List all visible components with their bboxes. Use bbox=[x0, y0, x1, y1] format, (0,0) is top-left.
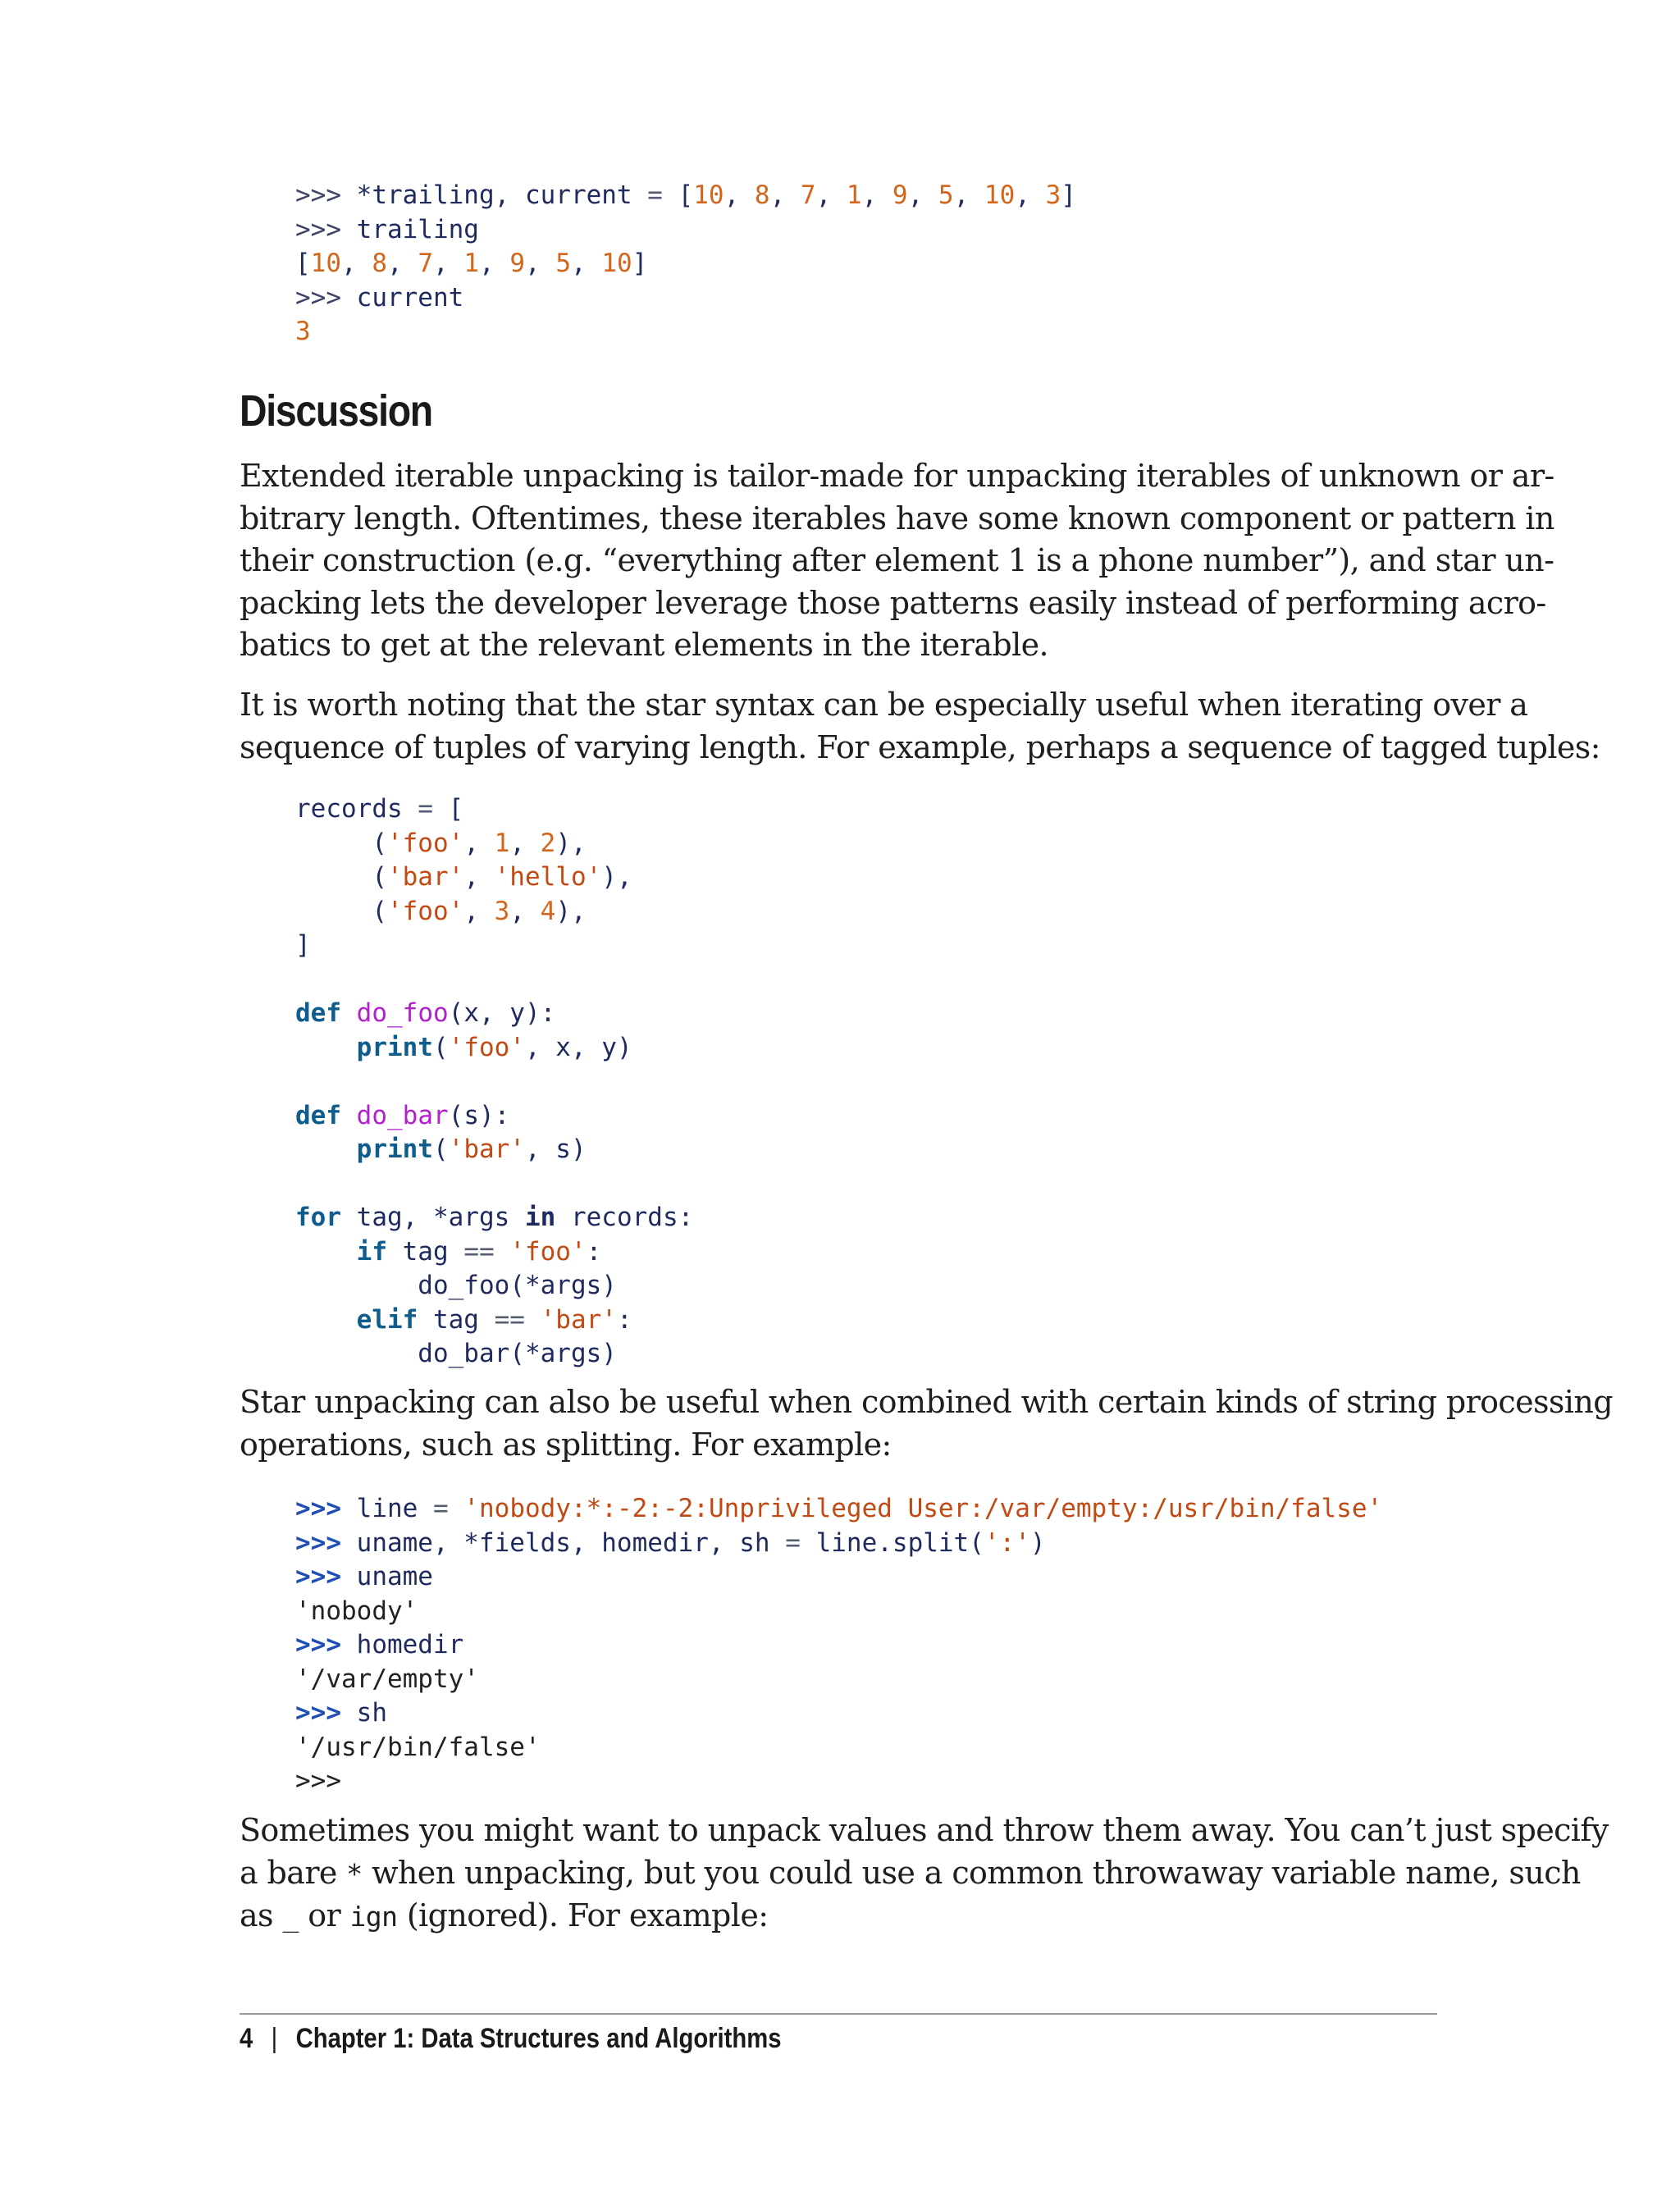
code-token: , bbox=[479, 249, 510, 278]
code-token: , bbox=[463, 896, 495, 926]
code-token bbox=[295, 1305, 357, 1335]
code-line bbox=[295, 1235, 693, 1270]
page-footer bbox=[240, 2023, 782, 2055]
code-token: current bbox=[356, 282, 464, 313]
code-token: >>> bbox=[295, 1630, 357, 1659]
code-token: 3 bbox=[494, 896, 510, 926]
code-token: 'bar' bbox=[448, 1134, 525, 1164]
code-token: 1 bbox=[846, 180, 862, 210]
code-token: ) bbox=[1029, 1527, 1046, 1558]
inline-code-ign: ign bbox=[349, 1901, 398, 1933]
code-token: 7 bbox=[800, 180, 816, 210]
code-token bbox=[295, 1134, 357, 1164]
text-line: bitrary length. Oftentimes, these iterables have some known component or pattern in bbox=[240, 500, 1554, 536]
code-line bbox=[295, 1099, 693, 1134]
footer-separator: | bbox=[271, 2023, 278, 2054]
text-line: It is worth noting that the star syntax can be especially useful when iterating over a bbox=[240, 687, 1528, 723]
code-token: sh bbox=[356, 1698, 387, 1728]
code-token: 1 bbox=[463, 249, 479, 278]
code-token: uname bbox=[356, 1562, 433, 1591]
code-token: ( bbox=[432, 1134, 449, 1164]
code-token: , s) bbox=[524, 1134, 587, 1164]
code-token: , bbox=[341, 249, 372, 278]
code-token: *trailing, current bbox=[356, 180, 648, 210]
code-token: = bbox=[785, 1527, 801, 1558]
code-token: , bbox=[907, 180, 938, 210]
code-token: uname, *fields, homedir, sh bbox=[356, 1527, 786, 1558]
code-token: >>> bbox=[295, 282, 357, 313]
paragraph-extended-unpacking bbox=[240, 455, 1554, 667]
code-token: 2 bbox=[540, 828, 556, 858]
code-token: , bbox=[815, 180, 847, 210]
code-token: 7 bbox=[418, 249, 433, 278]
code-token: if bbox=[356, 1236, 387, 1267]
code-token: [ bbox=[662, 180, 694, 210]
text-line: Star unpacking can also be useful when combined with certain kinds of string processing bbox=[240, 1384, 1613, 1420]
code-token: 10 bbox=[310, 249, 341, 278]
text-line: as _ or ign (ignored). For example: bbox=[240, 1897, 769, 1933]
code-token: , bbox=[571, 249, 602, 278]
code-line bbox=[295, 861, 693, 895]
code-token: 5 bbox=[555, 249, 571, 278]
code-token: , x, y) bbox=[524, 1032, 632, 1062]
code-token: [ bbox=[295, 249, 311, 278]
code-line bbox=[295, 315, 1076, 349]
code-line bbox=[295, 247, 1076, 281]
code-token: do_bar bbox=[356, 1100, 449, 1130]
code-token bbox=[495, 1237, 510, 1267]
code-token: do_bar(*args) bbox=[295, 1339, 617, 1368]
code-token: >>> bbox=[295, 214, 357, 244]
code-token: 'bar' bbox=[540, 1304, 617, 1335]
chapter-title: Chapter 1: Data Structures and Algorithms bbox=[295, 2023, 782, 2054]
code-token bbox=[449, 1494, 464, 1523]
code-token: (x, y): bbox=[448, 998, 556, 1028]
code-token: , bbox=[463, 862, 495, 892]
code-token: >>> bbox=[295, 1494, 357, 1523]
code-token: 10 bbox=[693, 180, 724, 210]
paragraph-string-splitting bbox=[240, 1381, 1613, 1466]
code-token: line.split( bbox=[800, 1527, 984, 1558]
code-token: 8 bbox=[372, 249, 387, 278]
code-token: ( bbox=[432, 1032, 449, 1062]
code-token: elif bbox=[356, 1304, 418, 1335]
code-token: : bbox=[616, 1304, 632, 1335]
code-token: tag bbox=[418, 1304, 495, 1335]
code-token: , bbox=[463, 828, 495, 858]
code-token: >>> bbox=[295, 1698, 357, 1728]
code-block-split-example bbox=[295, 1492, 1382, 1799]
code-token: ] bbox=[632, 249, 648, 278]
code-token: 'foo' bbox=[386, 896, 464, 926]
code-token: >>> bbox=[295, 1562, 357, 1591]
code-token: = bbox=[418, 794, 433, 824]
code-token: tag, *args bbox=[341, 1203, 525, 1232]
text-line: Sometimes you might want to unpack values and throw them away. You can’t just specify bbox=[240, 1812, 1609, 1848]
code-token: trailing bbox=[356, 214, 479, 244]
code-block-records bbox=[295, 792, 693, 1372]
code-token: 'hello' bbox=[494, 862, 602, 892]
code-token: 'nobody' bbox=[295, 1596, 418, 1626]
code-token: ':' bbox=[984, 1527, 1030, 1558]
code-line bbox=[295, 929, 693, 963]
code-token: ), bbox=[555, 896, 587, 926]
code-token: = bbox=[432, 1494, 449, 1523]
code-token bbox=[295, 1033, 357, 1062]
code-line bbox=[295, 1731, 1382, 1765]
code-token: (s): bbox=[448, 1100, 510, 1130]
code-token: records: bbox=[555, 1203, 694, 1232]
text-line: batics to get at the relevant elements in the iterable. bbox=[240, 627, 1048, 663]
code-token: '/var/empty' bbox=[295, 1664, 479, 1694]
code-token: do_foo(*args) bbox=[295, 1271, 617, 1300]
code-token: for bbox=[295, 1203, 341, 1232]
code-token: records bbox=[295, 794, 418, 824]
text-line: a bare * when unpacking, but you could use a common throwaway variable name, such bbox=[240, 1854, 1581, 1891]
section-heading-discussion: Discussion bbox=[240, 386, 432, 436]
code-token: 10 bbox=[984, 180, 1016, 210]
code-token: ] bbox=[295, 930, 311, 960]
code-token: '/usr/bin/false' bbox=[295, 1732, 541, 1762]
code-token: 'foo' bbox=[509, 1236, 587, 1267]
code-token: ( bbox=[295, 896, 387, 926]
code-token: do_foo bbox=[356, 998, 449, 1028]
code-token: , bbox=[433, 249, 464, 278]
inline-code-star: * bbox=[346, 1857, 363, 1890]
code-line bbox=[295, 1031, 693, 1066]
code-line bbox=[295, 1167, 693, 1202]
code-token: ), bbox=[555, 828, 587, 858]
code-line bbox=[295, 281, 1076, 316]
code-line bbox=[295, 1303, 693, 1338]
code-token: : bbox=[586, 1236, 602, 1267]
code-line bbox=[295, 1560, 1382, 1595]
code-token bbox=[525, 1305, 541, 1335]
code-token: , bbox=[387, 249, 418, 278]
code-token: def bbox=[295, 1100, 341, 1130]
code-token bbox=[341, 1101, 357, 1130]
code-token: 4 bbox=[540, 896, 556, 926]
paragraph-star-syntax-tuples bbox=[240, 684, 1600, 769]
code-token: 3 bbox=[1045, 180, 1061, 210]
code-token: , bbox=[509, 828, 541, 858]
code-token: tag bbox=[386, 1236, 464, 1267]
code-token: 9 bbox=[509, 249, 525, 278]
code-token: 'bar' bbox=[386, 862, 464, 892]
paragraph-throwaway-values bbox=[240, 1810, 1609, 1938]
code-token: 3 bbox=[295, 317, 311, 346]
code-line bbox=[295, 1133, 693, 1167]
code-token: >>> bbox=[295, 1766, 341, 1796]
code-token: , bbox=[953, 180, 984, 210]
code-token: , bbox=[861, 180, 892, 210]
code-token: >>> bbox=[295, 180, 357, 210]
code-token: >>> bbox=[295, 1527, 357, 1558]
text-line: sequence of tuples of varying length. For example, perhaps a sequence of tagged tuples: bbox=[240, 728, 1600, 765]
code-token: line bbox=[356, 1494, 433, 1523]
code-token: = bbox=[647, 180, 663, 210]
code-line bbox=[295, 1269, 693, 1303]
footer-rule bbox=[240, 2013, 1437, 2015]
code-token: , bbox=[769, 180, 801, 210]
code-token: 'nobody:*:-2:-2:Unprivileged User:/var/empty:/usr/bin/false' bbox=[463, 1494, 1383, 1523]
text-line: Extended iterable unpacking is tailor-made for unpacking iterables of unknown or ar- bbox=[240, 458, 1554, 494]
code-token: , bbox=[724, 180, 755, 210]
code-line bbox=[295, 213, 1076, 248]
code-token: , bbox=[525, 249, 556, 278]
code-line bbox=[295, 1764, 1382, 1799]
code-token: ( bbox=[295, 862, 387, 892]
code-line bbox=[295, 1201, 693, 1235]
code-token: 1 bbox=[494, 828, 510, 858]
text-line: their construction (e.g. “everything after element 1 is a phone number”), and star un- bbox=[240, 542, 1554, 578]
code-line bbox=[295, 179, 1076, 213]
code-line bbox=[295, 1065, 693, 1099]
code-line bbox=[295, 1696, 1382, 1731]
code-block-trailing-unpack bbox=[295, 179, 1076, 349]
code-line bbox=[295, 792, 693, 827]
code-token: 'foo' bbox=[448, 1032, 525, 1062]
code-line bbox=[295, 895, 693, 929]
code-line bbox=[295, 1663, 1382, 1697]
code-line bbox=[295, 827, 693, 861]
text-line: operations, such as splitting. For example: bbox=[240, 1426, 892, 1463]
code-token: 10 bbox=[601, 249, 632, 278]
code-token: ), bbox=[601, 862, 632, 892]
code-token: [ bbox=[432, 794, 464, 824]
code-token: == bbox=[494, 1304, 525, 1335]
text-line: packing lets the developer leverage those patterns easily instead of performing acro- bbox=[240, 584, 1546, 621]
code-token: def bbox=[295, 998, 341, 1028]
code-line bbox=[295, 1492, 1382, 1527]
code-token: homedir bbox=[356, 1630, 464, 1659]
code-token: , bbox=[1015, 180, 1046, 210]
code-token: in bbox=[524, 1203, 556, 1232]
code-token: == bbox=[463, 1236, 495, 1267]
page-number: 4 bbox=[240, 2023, 253, 2054]
code-line bbox=[295, 997, 693, 1031]
code-line bbox=[295, 1527, 1382, 1561]
code-token: 'foo' bbox=[386, 828, 464, 858]
code-token: print bbox=[356, 1134, 433, 1164]
code-line bbox=[295, 1628, 1382, 1663]
code-line bbox=[295, 1595, 1382, 1629]
code-token: 5 bbox=[938, 180, 954, 210]
code-token: , bbox=[509, 896, 541, 926]
code-token: ( bbox=[295, 828, 387, 858]
inline-code-underscore: _ bbox=[282, 1901, 299, 1933]
code-token: 8 bbox=[754, 180, 770, 210]
code-token bbox=[341, 998, 357, 1028]
code-token: 9 bbox=[892, 180, 908, 210]
code-line bbox=[295, 1337, 693, 1372]
code-token: ] bbox=[1061, 180, 1076, 210]
code-token bbox=[295, 1237, 357, 1267]
code-token: print bbox=[356, 1032, 433, 1062]
code-line bbox=[295, 963, 693, 998]
